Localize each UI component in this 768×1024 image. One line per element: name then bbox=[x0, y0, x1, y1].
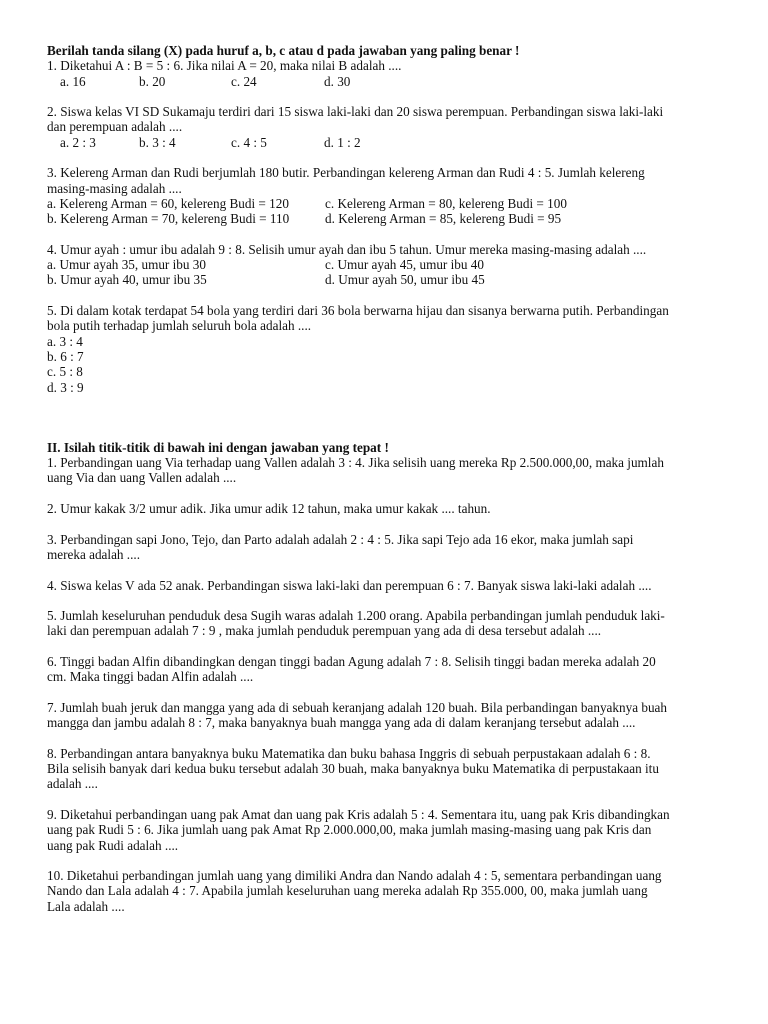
question-text-line: mereka adalah .... bbox=[47, 546, 140, 562]
question-text-line: 7. Jumlah buah jeruk dan mangga yang ada di sebuah keranjang adalah 120 buah. Bila perbandingan banyaknya buah bbox=[47, 699, 667, 715]
question-text-line: laki dan perempuan adalah 7 : 9 , maka jumlah penduduk perempuan yang ada di desa tersebut adalah .... bbox=[47, 623, 602, 639]
essay-question-9 bbox=[47, 807, 727, 853]
option-d: d. 1 : 2 bbox=[324, 134, 361, 150]
essay-question-list bbox=[47, 455, 727, 914]
question-text-line: Nando dan Lala adalah 4 : 7. Apabila jumlah keseluruhan uang mereka adalah Rp 355.000, 00, maka jumlah uang bbox=[47, 883, 648, 899]
essay-question-5 bbox=[47, 608, 727, 639]
option-a: a. 16 bbox=[60, 73, 86, 89]
essay-question-6 bbox=[47, 654, 727, 685]
question-text-line: dan perempuan adalah .... bbox=[47, 119, 183, 135]
question-3 bbox=[47, 165, 727, 226]
essay-question-3 bbox=[47, 532, 727, 563]
question-text-line: uang Via dan uang Vallen adalah .... bbox=[47, 470, 237, 486]
question-4 bbox=[47, 242, 727, 288]
options-row bbox=[47, 74, 727, 89]
option-b: b. 6 : 7 bbox=[47, 348, 84, 364]
option-d: d. Umur ayah 50, umur ibu 45 bbox=[325, 272, 485, 288]
question-text-line: 6. Tinggi badan Alfin dibandingkan dengan tinggi badan Agung adalah 7 : 8. Selisih tinggi badan mereka adalah 20 bbox=[47, 653, 656, 669]
option-a: a. 3 : 4 bbox=[47, 333, 83, 349]
question-text-line: 8. Perbandingan antara banyaknya buku Matematika dan buku bahasa Inggris di sebuah perpustakaan adalah 6 : 8. bbox=[47, 745, 651, 761]
section2-heading: II. Isilah titik-titik di bawah ini dengan jawaban yang tepat ! bbox=[47, 439, 389, 455]
question-text-line: mangga dan jambu adalah 8 : 7, maka banyaknya buah mangga yang ada di dalam keranjang tersebut adalah .... bbox=[47, 715, 636, 731]
question-text-line: 9. Diketahui perbandingan uang pak Amat dan uang pak Kris adalah 5 : 4. Sementara itu, uang pak Kris dibandingkan bbox=[47, 806, 670, 822]
option-a: a. Kelereng Arman = 60, kelereng Budi = 120 bbox=[47, 195, 289, 211]
question-text-line: masing-masing adalah .... bbox=[47, 180, 182, 196]
question-2 bbox=[47, 104, 727, 150]
option-a: a. 2 : 3 bbox=[60, 134, 96, 150]
question-text-line: bola putih terhadap jumlah seluruh bola adalah .... bbox=[47, 318, 312, 334]
question-1 bbox=[47, 58, 727, 89]
question-text: 4. Umur ayah : umur ibu adalah 9 : 8. Selisih umur ayah dan ibu 5 tahun. Umur mereka masing-masing adalah .... bbox=[47, 241, 647, 257]
option-c: c. Umur ayah 45, umur ibu 40 bbox=[325, 257, 484, 273]
question-text-line: cm. Maka tinggi badan Alfin adalah .... bbox=[47, 669, 254, 685]
option-a: a. Umur ayah 35, umur ibu 30 bbox=[47, 257, 206, 273]
option-d: d. 30 bbox=[324, 73, 351, 89]
question-text-line: 5. Di dalam kotak terdapat 54 bola yang terdiri dari 36 bola berwarna hijau dan sisanya berwarna putih. Perbandingan bbox=[47, 303, 669, 319]
option-d: d. 3 : 9 bbox=[47, 379, 84, 395]
question-text-line: 2. Umur kakak 3/2 umur adik. Jika umur adik 12 tahun, maka umur kakak .... tahun. bbox=[47, 501, 491, 517]
essay-question-7 bbox=[47, 700, 727, 731]
question-text-line: Lala adalah .... bbox=[47, 898, 125, 914]
option-b: b. Umur ayah 40, umur ibu 35 bbox=[47, 272, 207, 288]
worksheet-page bbox=[47, 43, 727, 914]
question-text-line: adalah .... bbox=[47, 776, 98, 792]
question-text-line: 1. Perbandingan uang Via terhadap uang Vallen adalah 3 : 4. Jika selisih uang mereka Rp 2.500.000,00, maka jumlah bbox=[47, 455, 664, 471]
option-c: c. 4 : 5 bbox=[231, 134, 267, 150]
essay-question-4 bbox=[47, 578, 727, 593]
question-5 bbox=[47, 303, 727, 395]
option-b: b. 20 bbox=[139, 73, 166, 89]
question-text-line: 5. Jumlah keseluruhan penduduk desa Sugih waras adalah 1.200 orang. Apabila perbandingan jumlah penduduk laki- bbox=[47, 608, 665, 624]
question-text-line: uang pak Rudi 5 : 6. Jika jumlah uang pak Amat Rp 2.000.000,00, maka jumlah masing-masing uang pak Kris dan bbox=[47, 822, 652, 838]
question-text-line: Bila selisih banyak dari kedua buku tersebut adalah 30 buah, maka banyaknya buku Matematika di perpustakaan itu bbox=[47, 761, 659, 777]
question-text-line: 3. Perbandingan sapi Jono, Tejo, dan Parto adalah adalah 2 : 4 : 5. Jika sapi Tejo ada 16 ekor, maka jumlah sapi bbox=[47, 531, 634, 547]
option-c: c. 24 bbox=[231, 73, 257, 89]
section1-heading: Berilah tanda silang (X) pada huruf a, b, c atau d pada jawaban yang paling benar ! bbox=[47, 43, 520, 58]
question-text-line: 4. Siswa kelas V ada 52 anak. Perbandingan siswa laki-laki dan perempuan 6 : 7. Banyak siswa laki-laki adalah .... bbox=[47, 577, 652, 593]
option-c: c. 5 : 8 bbox=[47, 364, 83, 380]
question-text-line: 2. Siswa kelas VI SD Sukamaju terdiri dari 15 siswa laki-laki dan 20 siswa perempuan. Perbandingan siswa laki-laki bbox=[47, 104, 664, 120]
options-grid bbox=[47, 196, 727, 227]
question-text: 1. Diketahui A : B = 5 : 6. Jika nilai A = 20, maka nilai B adalah .... bbox=[47, 58, 402, 74]
question-text-line: uang pak Rudi adalah .... bbox=[47, 837, 179, 853]
question-text-line: 3. Kelereng Arman dan Rudi berjumlah 180 butir. Perbandingan kelereng Arman dan Rudi 4 : 5. Jumlah kelereng bbox=[47, 165, 645, 181]
option-b: b. Kelereng Arman = 70, kelereng Budi = 110 bbox=[47, 211, 290, 227]
essay-question-2 bbox=[47, 501, 727, 516]
essay-question-8 bbox=[47, 746, 727, 792]
essay-question-1 bbox=[47, 455, 727, 486]
option-b: b. 3 : 4 bbox=[139, 134, 176, 150]
question-text-line: 10. Diketahui perbandingan jumlah uang yang dimiliki Andra dan Nando adalah 4 : 5, sementara perbandingan uang bbox=[47, 868, 662, 884]
option-c: c. Kelereng Arman = 80, kelereng Budi = 100 bbox=[325, 195, 567, 211]
option-d: d. Kelereng Arman = 85, kelereng Budi = 95 bbox=[325, 211, 562, 227]
section2 bbox=[47, 440, 727, 914]
essay-question-10 bbox=[47, 868, 727, 914]
options-grid bbox=[47, 257, 727, 288]
options-row bbox=[47, 135, 727, 150]
